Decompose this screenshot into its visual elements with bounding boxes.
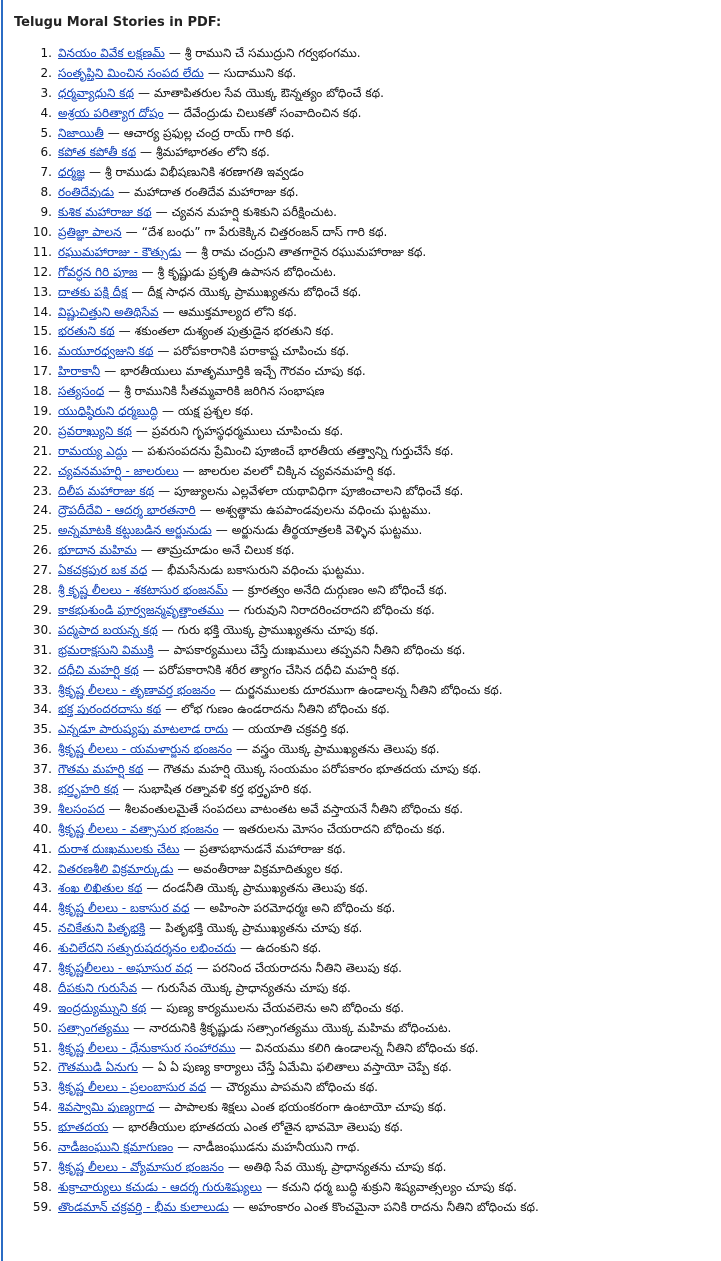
separator-dash: — — [182, 463, 195, 478]
separator-dash: — — [193, 901, 206, 916]
separator-dash: — — [133, 1020, 146, 1035]
story-description: చ్యవన మహర్షి కుశికుని పరీక్షించుట. — [171, 205, 337, 220]
list-item — [14, 740, 714, 760]
item-number: 6. — [40, 145, 52, 160]
story-description: గురు భక్తి యొక్క ప్రాముఖ్యతను చూపు కథ. — [177, 622, 379, 637]
item-number: 53. — [32, 1080, 52, 1095]
list-item — [14, 899, 714, 919]
separator-dash: — — [147, 762, 160, 777]
story-description: అశ్వత్థామ ఉపపాండవులను వధించు ఘట్టము. — [215, 503, 432, 518]
story-link[interactable]: అన్నమాటకి కట్టుబడిన అర్జునుడు — [58, 523, 212, 538]
story-description: యయాతి చక్రవర్తి కథ. — [248, 722, 350, 737]
story-link[interactable]: మయూరధ్వజుని కథ — [58, 344, 154, 359]
separator-dash: — — [122, 781, 135, 796]
item-number: 2. — [40, 65, 52, 80]
separator-dash: — — [219, 682, 232, 697]
story-description: దండనీతి యొక్క ప్రాముఖ్యతను తెలుపు కథ. — [162, 881, 369, 896]
story-link[interactable]: అశ్రయ పరిత్యాగ దోషం — [58, 105, 164, 120]
story-link[interactable]: శీలసంపద — [58, 801, 105, 816]
story-description: భారతీయుల భూతదయ ఎంత లోతైన భావమో తెలుపు కథ. — [128, 1120, 404, 1135]
list-item — [14, 223, 714, 243]
list-item — [14, 641, 714, 661]
item-number: 12. — [32, 264, 52, 279]
story-description: తామ్రచూడుం అనే చిలుక కథ. — [156, 543, 295, 558]
item-number: 32. — [32, 662, 52, 677]
list-item — [14, 561, 714, 581]
separator-dash: — — [155, 205, 168, 220]
separator-dash: — — [232, 722, 245, 737]
list-item — [14, 1138, 714, 1158]
list-item — [14, 939, 714, 959]
story-link[interactable]: శుచిలేదని సత్పురుషదర్శనం లభించదు — [58, 941, 236, 956]
item-number: 45. — [32, 921, 52, 936]
item-number: 52. — [32, 1060, 52, 1075]
separator-dash: — — [125, 225, 138, 240]
separator-dash: — — [210, 1080, 223, 1095]
separator-dash: — — [232, 1199, 245, 1214]
list-item — [14, 919, 714, 939]
item-number: 8. — [40, 185, 52, 200]
item-number: 23. — [32, 483, 52, 498]
story-description: నారదునికి శ్రీకృష్ణుడు సత్సాంగత్యము యొక్క మహిమ బోధించుట. — [149, 1020, 452, 1035]
story-description: లోభ గుణం ఉండరాదను నీతిని బోధించు కథ. — [181, 702, 390, 717]
story-link[interactable]: భరతుని కథ — [58, 324, 115, 339]
separator-dash: — — [150, 1000, 163, 1015]
separator-dash: — — [112, 1120, 125, 1135]
item-number: 37. — [32, 762, 52, 777]
story-link[interactable]: గోవర్ధన గిరి పూజ — [58, 264, 138, 279]
separator-dash: — — [227, 602, 240, 617]
separator-dash: — — [118, 324, 131, 339]
list-item — [14, 342, 714, 362]
story-link[interactable]: శంఖ లిఖితుల కథ — [58, 881, 143, 896]
list-item — [14, 681, 714, 701]
item-number: 22. — [32, 463, 52, 478]
story-link[interactable]: శివస్వామి పుణ్యగాధ — [58, 1100, 155, 1115]
story-description: పూజ్యులను ఎల్లవేళలా యథావిధిగా పూజించాలని బోధించే కథ. — [174, 483, 464, 498]
separator-dash: — — [131, 443, 144, 458]
item-number: 39. — [32, 801, 52, 816]
story-link[interactable]: ప్రతిజ్ఞా పాలన — [58, 225, 122, 240]
item-number: 14. — [32, 304, 52, 319]
list-item — [14, 203, 714, 223]
separator-dash: — — [177, 1139, 190, 1154]
story-description: ఇతరులను మోసం చేయరాదని బోధించు కథ. — [238, 821, 446, 836]
story-description: మహాదాత రంతిదేవ మహారాజు కథ. — [134, 185, 299, 200]
story-link[interactable]: వితరణశీలి విక్రమార్కుడు — [58, 861, 174, 876]
separator-dash: — — [207, 65, 220, 80]
story-description: గౌతమ మహర్షి యొక్క సంయమం పరోపకారం భూతదయ చూపు కథ. — [163, 762, 482, 777]
list-item — [14, 601, 714, 621]
list-item — [14, 104, 714, 124]
story-description: శ్రీ రాముని చే సముద్రుని గర్వభంగము. — [184, 46, 361, 60]
story-description: పుణ్య కార్యములను చేయవలెను అని బోధించు కథ. — [166, 1000, 405, 1015]
item-number: 16. — [32, 344, 52, 359]
item-number: 21. — [32, 443, 52, 458]
story-link[interactable]: తొండమాన్ చక్రవర్తి - భీమ కులాలుడు — [58, 1199, 229, 1214]
story-link[interactable]: సంతృప్తిని మించిన సంపద లేదు — [58, 65, 204, 80]
item-number: 48. — [32, 980, 52, 995]
story-link[interactable]: దీపకుని గురుసేవ — [58, 980, 138, 995]
story-link[interactable]: శ్రీకృష్ణ లీలలు - ధేనుకాసుర సంహారము — [58, 1040, 236, 1055]
separator-dash: — — [161, 622, 174, 637]
list-item — [14, 879, 714, 899]
list-item — [14, 382, 714, 402]
separator-dash: — — [108, 801, 121, 816]
separator-dash: — — [185, 244, 198, 259]
separator-dash: — — [158, 1100, 171, 1115]
item-number: 33. — [32, 682, 52, 697]
item-number: 44. — [32, 901, 52, 916]
story-description: దీక్ష సాధన యొక్క ప్రాముఖ్యతను బోధించే కథ. — [147, 284, 362, 299]
separator-dash: — — [131, 284, 144, 299]
separator-dash: — — [177, 861, 190, 876]
story-link[interactable]: భక్త పురందరదాసు కథ — [58, 702, 162, 717]
item-number: 41. — [32, 841, 52, 856]
story-link[interactable]: కుశిక మహారాజు కథ — [58, 205, 152, 220]
item-number: 13. — [32, 284, 52, 299]
item-number: 26. — [32, 543, 52, 558]
item-number: 59. — [32, 1199, 52, 1214]
separator-dash: — — [165, 702, 178, 717]
list-item — [14, 541, 714, 561]
item-number: 10. — [32, 225, 52, 240]
list-item — [14, 283, 714, 303]
story-description: నాడీజంఘుడను మహనీయుని గాథ. — [193, 1139, 360, 1154]
left-border — [1, 0, 3, 1261]
story-link[interactable]: యుధిష్ఠిరుని ధర్మబుద్ధి — [58, 404, 158, 419]
story-link[interactable]: భూతదయ — [58, 1120, 109, 1135]
item-number: 50. — [32, 1020, 52, 1035]
story-description: చౌర్యము పాపమని బోధించు కథ. — [226, 1080, 378, 1095]
list-item — [14, 1118, 714, 1138]
item-number: 15. — [32, 324, 52, 339]
item-number: 11. — [32, 244, 52, 259]
item-number: 56. — [32, 1139, 52, 1154]
story-description: పితృభక్తి యొక్క ప్రాముఖ్యతను చూపు కథ. — [165, 921, 363, 936]
separator-dash: — — [151, 563, 164, 578]
list-item — [14, 959, 714, 979]
story-link[interactable]: శ్రీకృష్ణ లీలలు - వత్సాసుర భంజనం — [58, 821, 219, 836]
story-link[interactable]: నాడీజంఘుని క్షమాగుణం — [58, 1139, 174, 1154]
separator-dash: — — [137, 85, 150, 100]
story-description: దేవేంద్రుడు చిలుకతో సంవాదించిన కథ. — [183, 105, 362, 120]
story-link[interactable]: ధర్మవ్యాధుని కథ — [58, 85, 134, 100]
story-description: ఆముక్తమాల్యద లోని కథ. — [178, 304, 297, 319]
item-number: 1. — [40, 46, 52, 60]
separator-dash: — — [104, 364, 117, 379]
item-number: 30. — [32, 622, 52, 637]
story-description: వస్త్రం యొక్క ప్రాముఖ్యతను తెలుపు కథ. — [251, 742, 440, 757]
story-link[interactable]: ప్రవరాఖ్యుని కథ — [58, 423, 132, 438]
story-description: పశుసంపదను ప్రేమించి పూజించే భారతీయ తత్త్వాన్ని గుర్తుచేసే కథ. — [147, 443, 454, 458]
story-link[interactable]: హిరాకానీ — [58, 364, 101, 379]
item-number: 27. — [32, 563, 52, 578]
story-description: శ్రీ రామ చంద్రుని తాతగారైన రఘుమహారాజు కథ. — [201, 244, 427, 259]
item-number: 18. — [32, 384, 52, 399]
story-description: అర్జునుడు తీర్థయాత్రలకి వెళ్ళిన ఘట్టము. — [231, 523, 423, 538]
list-item — [14, 183, 714, 203]
story-link[interactable]: భూదాన మహిమ — [58, 543, 137, 558]
story-link[interactable]: ధర్మజ్ఞ — [58, 165, 86, 180]
story-description: శీలవంతులమైతే సంపదలు వాటంతట అవే వస్తాయనే నీతిని బోధించు కథ. — [124, 801, 464, 816]
story-description: యక్ష ప్రశ్నల కథ. — [178, 404, 254, 419]
separator-dash: — — [196, 960, 209, 975]
list-item — [14, 362, 714, 382]
list-item — [14, 303, 714, 323]
story-description: అహంకారం ఎంత కొంచమైనా పనికి రాదను నీతిని బోధించు కథ. — [248, 1199, 539, 1214]
story-description: శకుంతలా దుశ్యంత పుత్రుడైన భరతుని కథ. — [134, 324, 334, 339]
item-number: 7. — [40, 165, 52, 180]
separator-dash: — — [146, 881, 159, 896]
story-description: శ్రీ రాముడు విభీషణునికి శరణాగతి ఇవ్వడం — [105, 165, 304, 180]
story-link[interactable]: ఎన్నడూ పారుష్యపు మాటలాడ రాదు — [58, 722, 229, 737]
story-link[interactable]: దధీచి మహర్షి కథ — [58, 662, 139, 677]
list-item — [14, 521, 714, 541]
page-content — [14, 14, 714, 1218]
story-description: సుభాషిత రత్నావళి కర్త భర్తృహరి కథ. — [138, 781, 312, 796]
list-item — [14, 860, 714, 880]
story-link[interactable]: కపోత కపోతీ కథ — [58, 145, 137, 160]
separator-dash: — — [168, 46, 181, 60]
separator-dash: — — [265, 1179, 278, 1194]
separator-dash: — — [157, 344, 170, 359]
item-number: 55. — [32, 1120, 52, 1135]
story-description: గురుసేవ యొక్క ప్రాధాన్యతను చూపు కథ. — [157, 980, 351, 995]
list-item — [14, 979, 714, 999]
story-description: సుదాముని కథ. — [223, 65, 297, 80]
story-description: వినయము కలిగి ఉండాలన్న నీతిని బోధించు కథ. — [255, 1040, 479, 1055]
story-link[interactable]: సత్యసంధ — [58, 384, 105, 399]
item-number: 38. — [32, 781, 52, 796]
story-link[interactable]: సత్సాంగత్యము — [58, 1020, 130, 1035]
story-link[interactable]: శ్రీ కృష్ణ లీలలు - శకటాసుర భంజనమ్ — [58, 583, 228, 598]
item-number: 24. — [32, 503, 52, 518]
item-number: 29. — [32, 602, 52, 617]
list-item — [14, 700, 714, 720]
separator-dash: — — [118, 185, 131, 200]
separator-dash: — — [135, 423, 148, 438]
story-link[interactable]: గౌతమ మహర్షి కథ — [58, 762, 144, 777]
separator-dash: — — [107, 125, 120, 140]
list-item — [14, 84, 714, 104]
story-link[interactable]: భ్రమరాక్షసుని విముక్తి — [58, 642, 154, 657]
story-description: భీమసేనుడు బకాసురుని వధించు ఘట్టము. — [167, 563, 365, 578]
list-item — [14, 1198, 714, 1218]
story-link[interactable]: శ్రీకృష్ణ లీలలు - బకాసుర వధ — [58, 901, 190, 916]
story-description: పాపాలకు శిక్షలు ఎంత భయంకరంగా ఉంటాయో చూపు కథ. — [174, 1100, 447, 1115]
story-description: కచుని ధర్మ బుద్ధి శుక్రుని శిష్యవాత్సల్యం చూపు కథ. — [281, 1179, 517, 1194]
separator-dash: — — [141, 1060, 154, 1075]
item-number: 42. — [32, 861, 52, 876]
item-number: 9. — [40, 205, 52, 220]
list-item — [14, 243, 714, 263]
separator-dash: — — [222, 821, 235, 836]
story-link[interactable]: రంతిదేవుడు — [58, 185, 115, 200]
story-description: మాతాపితరుల సేవ యొక్క ఔన్నత్యం బోధించే కథ. — [153, 85, 384, 100]
list-item — [14, 760, 714, 780]
list-item — [14, 263, 714, 283]
item-number: 46. — [32, 941, 52, 956]
story-description: పరోపకారానికి శరీర త్యాగం చేసిన దధీచి మహర్షి కథ. — [158, 662, 400, 677]
story-link[interactable]: భర్తృహరి కథ — [58, 781, 119, 796]
list-item — [14, 64, 714, 84]
item-number: 47. — [32, 960, 52, 975]
story-link[interactable]: రఘుమహారాజు - కౌత్సుడు — [58, 244, 182, 259]
separator-dash: — — [142, 662, 155, 677]
story-description: జాలరుల వలలో చిక్కిన చ్యవనమహర్షి కథ. — [198, 463, 396, 478]
item-number: 35. — [32, 722, 52, 737]
list-item — [14, 1158, 714, 1178]
item-number: 40. — [32, 821, 52, 836]
story-description: ఏ ఏ పుణ్య కార్యాలు చేస్తే ఏమేమి ఫలితాలు వస్తాయో చెప్పే కథ. — [157, 1060, 452, 1075]
story-link[interactable]: శ్రీకృష్ణ లీలలు - ప్రలంబాసుర వధ — [58, 1080, 207, 1095]
story-link[interactable]: దిలీప మహారాజు కథ — [58, 483, 155, 498]
item-number: 51. — [32, 1040, 52, 1055]
story-link[interactable]: శ్రీకృష్ణ లీలలు - యమళార్జున భంజనం — [58, 742, 232, 757]
list-item — [14, 720, 714, 740]
story-link[interactable]: ఏకచక్రపుర బక వధ — [58, 563, 148, 578]
list-item — [14, 1039, 714, 1059]
story-link[interactable]: శ్రీకృష్ణలీలలు - అఘాసుర వధ — [58, 960, 193, 975]
separator-dash: — — [140, 543, 153, 558]
story-description: పరోపకారానికి పరాకాష్ట చూపించు కథ. — [173, 344, 350, 359]
separator-dash: — — [140, 145, 153, 160]
item-number: 25. — [32, 523, 52, 538]
list-item — [14, 820, 714, 840]
item-number: 28. — [32, 583, 52, 598]
section-heading: Telugu Moral Stories in PDF: — [14, 15, 222, 30]
list-item — [14, 163, 714, 183]
separator-dash: — — [183, 841, 196, 856]
story-link[interactable]: ఇంద్రద్యుమ్నుని కథ — [58, 1000, 147, 1015]
story-description: భారతీయులు మాతృమూర్తికి ఇచ్చే గౌరవం చూపు కథ. — [120, 364, 366, 379]
item-number: 34. — [32, 702, 52, 717]
story-description: పరనింద చేయరాదను నీతిని తెలుపు కథ. — [212, 960, 402, 975]
story-description: ప్రవరుని గృహస్థధర్మములు చూపించు కథ. — [151, 423, 344, 438]
list-item — [14, 322, 714, 342]
separator-dash: — — [149, 921, 162, 936]
list-item — [14, 621, 714, 641]
separator-dash: — — [162, 304, 175, 319]
item-number: 5. — [40, 125, 52, 140]
story-description: శ్రీ రామునికి సీతమ్మవారికి జరిగిన సంభాషణ — [124, 384, 325, 399]
list-item — [14, 581, 714, 601]
story-link[interactable]: నిజాయితీ — [58, 125, 104, 140]
story-description: ఉదంకుని కథ. — [255, 941, 322, 956]
separator-dash: — — [157, 642, 170, 657]
story-link[interactable]: దురాశ దుఃఖములకు చేటు — [58, 841, 180, 856]
list-item — [14, 840, 714, 860]
list-item — [14, 1178, 714, 1198]
list-item — [14, 780, 714, 800]
item-number: 54. — [32, 1100, 52, 1115]
separator-dash: — — [162, 404, 174, 419]
list-item — [14, 482, 714, 502]
list-item — [14, 1098, 714, 1118]
story-link[interactable]: శ్రీకృష్ణ లీలలు - వ్యోమాసుర భంజనం — [58, 1159, 224, 1174]
list-item — [14, 1058, 714, 1078]
separator-dash: — — [167, 105, 180, 120]
separator-dash: — — [141, 980, 154, 995]
list-item — [14, 442, 714, 462]
story-description: శ్రీ కృష్ణుడు ప్రకృతి ఉపాసన బోధించుట. — [157, 264, 337, 279]
story-link[interactable]: వినయం వివేక లక్షణమ్ — [58, 46, 165, 60]
story-link[interactable]: శుక్రాచార్యులు కచుడు - ఆదర్శ గురుశిష్యులు — [58, 1179, 262, 1194]
story-link[interactable]: శ్రీకృష్ణ లీలలు - తృణావర్త భంజనం — [58, 682, 216, 697]
list-item — [14, 124, 714, 144]
story-link[interactable]: చ్యవనమహర్షి - జాలరులు — [58, 463, 179, 478]
list-item — [14, 44, 714, 64]
story-description: ఆచార్య ప్రఫుల్ల చంద్ర రాయ్ గారి కథ. — [123, 125, 295, 140]
story-description: ప్రతాపభానుడనే మహారాజు కథ. — [199, 841, 346, 856]
story-link[interactable]: నచికేతుని పితృభక్తి — [58, 921, 146, 936]
item-number: 36. — [32, 742, 52, 757]
list-item — [14, 422, 714, 442]
story-description: పాపకార్యములు చేస్తే దుఃఖములు తప్పవని నీతిని బోధించు కథ. — [173, 642, 466, 657]
separator-dash: — — [227, 1159, 240, 1174]
story-description: గురువుని నిరాదరించరాదని బోధించు కథ. — [243, 602, 435, 617]
story-description: శ్రీమహాభారతం లోని కథ. — [156, 145, 270, 160]
story-link[interactable]: గౌతముడి ఏనుగు — [58, 1060, 138, 1075]
item-number: 17. — [32, 364, 52, 379]
list-item — [14, 999, 714, 1019]
story-description: దుర్జనములకు దూరముగా ఉండాలన్న నీతిని బోధించు కథ. — [235, 682, 503, 697]
story-description: అతిథి సేవ యొక్క ప్రాధాన్యతను చూపు కథ. — [243, 1159, 447, 1174]
story-description: క్రూరత్వం అనేది దుర్గుణం అని బోధించే కథ. — [247, 583, 448, 598]
story-link[interactable]: విష్ణుచిత్తుని అతిథిసేవ — [58, 304, 159, 319]
list-item — [14, 143, 714, 163]
list-item — [14, 1078, 714, 1098]
item-number: 4. — [40, 105, 52, 120]
story-link[interactable]: దాతకు పక్షి దీక్ష — [58, 284, 128, 299]
separator-dash: — — [231, 583, 244, 598]
story-link[interactable]: ద్రౌపదీదేవి - ఆదర్శ భారతనారి — [58, 503, 196, 518]
item-number: 43. — [32, 881, 52, 896]
list-item — [14, 402, 714, 422]
list-item — [14, 462, 714, 482]
separator-dash: — — [235, 742, 248, 757]
item-number: 57. — [32, 1159, 52, 1174]
list-item — [14, 800, 714, 820]
separator-dash: — — [158, 483, 171, 498]
separator-dash: — — [108, 384, 121, 399]
separator-dash: — — [89, 165, 102, 180]
separator-dash: — — [239, 1040, 252, 1055]
story-description: అహింసా పరమోధర్మః అని బోధించు కథ. — [209, 901, 396, 916]
separator-dash: — — [215, 523, 228, 538]
separator-dash: — — [199, 503, 212, 518]
separator-dash: — — [141, 264, 154, 279]
item-number: 58. — [32, 1179, 52, 1194]
separator-dash: — — [239, 941, 252, 956]
story-link[interactable]: రామయ్య ఎద్దు — [58, 443, 128, 458]
item-number: 19. — [32, 404, 52, 419]
list-item — [14, 501, 714, 521]
item-number: 3. — [40, 85, 52, 100]
item-number: 49. — [32, 1000, 52, 1015]
story-link[interactable]: కాకభుశుండి పూర్వజన్మవృత్తాంతము — [58, 602, 224, 617]
item-number: 31. — [32, 642, 52, 657]
stories-list — [14, 44, 714, 1218]
story-link[interactable]: పద్మపాద బయన్న కథ — [58, 622, 158, 637]
list-item — [14, 661, 714, 681]
item-number: 20. — [32, 423, 52, 438]
story-description: “దేశ బంధు” గా పేరుకెక్కిన చిత్తరంజన్ దాస్ గారి కథ. — [141, 225, 388, 240]
list-item — [14, 1019, 714, 1039]
story-description: అవంతీరాజు విక్రమాదిత్యుల కథ. — [193, 861, 344, 876]
